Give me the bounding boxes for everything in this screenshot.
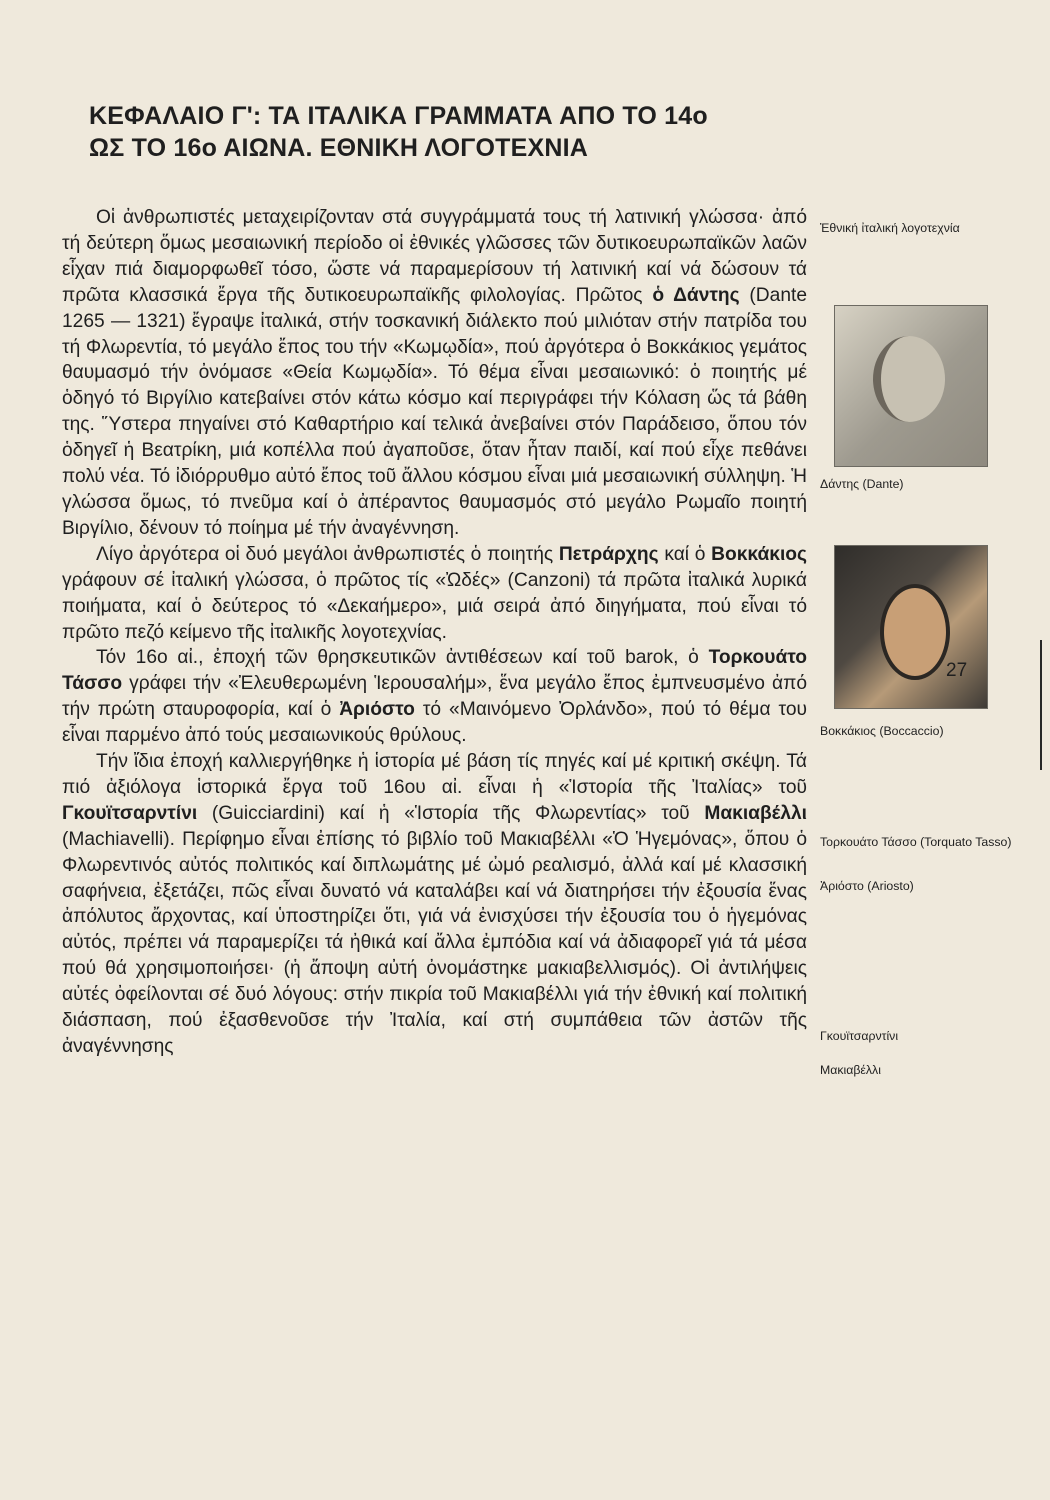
side-note-ariosto: Ἀριόστο (Ariosto) xyxy=(820,879,914,893)
page-number: 27 xyxy=(946,660,968,681)
paragraph-2 xyxy=(62,542,807,646)
title-line-2: ΩΣ ΤΟ 16ο ΑΙΩΝΑ. ΕΘΝΙΚΗ ΛΟΓΟΤΕΧΝΙΑ xyxy=(89,134,588,162)
side-note-dante: Δάντης (Dante) xyxy=(820,477,904,491)
p3-bold-ariosto: Ἀριόστο xyxy=(339,699,415,721)
p4-text-d: (Machiavelli). Περίφημο εἶναι ἐπίσης τό βιβλίο τοῦ Μακιαβέλλι «Ὁ Ἡγεμόνας», ὅπου ὁ Φλωρεντινός αὐτός πολιτικός καί διπλωμάτης μέ ὠμό ρεαλισμό, ἀλλά καί μέ κλασσική σαφήνεια, ἐξετάζει, πῶς εἶναι δυνατό νά καταλάβει καί νά διατηρήσει τήν ἐξουσία ἕνας ἀπόλυτος ἄρχοντας, καί ὑποστηρίζει ὅτι, γιά νά ἐνισχύσει τήν ἐξουσία του ὁ ἡγεμόνας αὐτός, πρέπει νά παραμερίζει τά ἠθικά καί ἄλλα ἐμπόδια καί νά ἀδιαφορεῖ γιά τά μέσα πού θά χρησιμοποιήσει· (ἡ ἄποψη αὐτή ὀνομάστηκε μακιαβελλισμός). Οἱ ἀντιλήψεις αὐτές ὀφείλονται σέ δυό λόγους: στήν πικρία τοῦ Μακιαβέλλι γιά τήν ἐθνική καί πολιτική διάσπαση, πού ἐξασθενοῦσε τήν Ἰταλία, καί στή συμπάθεια τῶν ἀστῶν τῆς ἀναγέννησης xyxy=(62,828,807,1057)
boccaccio-portrait xyxy=(834,545,988,709)
paragraph-4 xyxy=(62,749,807,1060)
p1-text-c: (Dante 1265 — 1321) ἔγραψε ἰταλικά, στήν τοσκανική διάλεκτο πού μιλιόταν στήν πατρίδα του τή Φλωρεντία, τό μεγάλο ἔπος του τήν «Κωμῳδία», πού ἀργότερα ὁ Βοκκάκιος γεμάτος θαυμασμό τήν ὀνόμασε «Θεία Κωμῳδία». Τό θέμα εἶναι μεσαιωνικό: ὁ ποιητής μέ ὁδηγό τό Βιργίλιο κατεβαίνει στόν κάτω κόσμο καί περιγράφει τήν Κόλαση ὥς τά βάθη της. Ὕστερα πηγαίνει στό Καθαρτήριο καί τελικά ἀνεβαίνει στόν Παράδεισο, ὅπου τόν ὁδηγεῖ ἡ Βεατρίκη, μιά κοπέλλα πού ἀγαποῦσε, ὅταν ἦταν παιδί, καί πού εἶχε πεθάνει πολύ νέα. Τό ἰδιόρρυθμο αὐτό ἔπος τοῦ ἄλλου κόσμου εἶναι μιά μεσαιωνική σύλληψη. Ἡ γλώσσα ὅμως, τό πνεῦμα καί ὁ ἀπέραντος θαυμασμός στό μεγάλο Ρωμαῖο ποιητή Βιργίλιο, δένουν τό ποίημα μέ τήν ἀναγέννηση. xyxy=(62,284,808,539)
p2-text-a: Λίγο ἀργότερα οἱ δυό μεγάλοι ἀνθρωπιστές ὁ ποιητής xyxy=(96,543,559,565)
boccaccio-face-shape xyxy=(880,584,950,680)
p4-text-c: (Guicciardini) καί ἡ «Ἱστορία τῆς Φλωρεντίας» τοῦ xyxy=(197,802,705,824)
chapter-title xyxy=(89,100,989,164)
p3-text-c: γράφει τήν «Ἐλευθερωμένη Ἱερουσαλήμ», ἕνα μεγάλο ἔπος ἐμπνευσμένο ἀπό τήν πρώτη σταυροφορία, καί ὁ xyxy=(62,673,807,721)
paragraph-3 xyxy=(62,645,807,749)
paragraph-1 xyxy=(62,205,807,542)
dante-portrait xyxy=(834,305,988,467)
p2-bold-petrarch: Πετράρχης xyxy=(558,543,659,565)
p1-text-a: Οἱ ἀνθρωπιστές μεταχειρίζονταν στά συγγράμματά τους τή λατινική γλώσσα· ἀπό τή δεύτερη ὅμως μεσαιωνική περίοδο οἱ ἐθνικές γλῶσσες τῶν δυτικοευρωπαϊκῶν λαῶν εἶχαν πιά διαμορφωθεῖ τόσο, ὥστε νά παραμερίσουν τή λατινική καί νά δώσουν τά πρῶτα κλασσικά ἔργα τῆς δυτικοευρωπαϊκῆς φιλολογίας. Πρῶτος xyxy=(62,207,807,306)
p2-bold-boccaccio: Βοκκάκιος xyxy=(711,543,807,565)
main-text xyxy=(62,205,807,1060)
p3-bold-tasso: Τορκουάτο Τάσσο xyxy=(62,647,807,695)
p3-text-d: τό «Μαινόμενο Ὀρλάνδο», πού τό θέμα του εἶναι παρμένο ἀπό τούς μεσαιωνικούς θρύλους. xyxy=(62,699,807,747)
side-note-machiavelli: Μακιαβέλλι xyxy=(820,1063,881,1077)
p2-text-c: καί ὁ xyxy=(658,543,712,565)
p3-text-a: Τόν 16ο αἰ., ἐποχή τῶν θρησκευτικῶν ἀντιθέσεων καί τοῦ barok, ὁ xyxy=(96,647,709,669)
p1-bold-dante: ὁ Δάντης xyxy=(652,284,740,306)
edge-line-divider xyxy=(1040,640,1042,770)
title-line-1: ΚΕΦΑΛΑΙΟ Γ': ΤΑ ΙΤΑΛΙΚΑ ΓΡΑΜΜΑΤΑ ΑΠΟ ΤΟ 14ο xyxy=(89,102,708,130)
p4-bold-guicciardini: Γκουϊτσαρντίνι xyxy=(62,802,198,824)
side-note-guicciardini: Γκουϊτσαρντίνι xyxy=(820,1029,899,1043)
side-note-boccaccio: Βοκκάκιος (Boccaccio) xyxy=(820,724,944,738)
p2-text-d: γράφουν σέ ἰταλική γλώσσα, ὁ πρῶτος τίς «Ὠδές» (Canzoni) τά πρῶτα ἰταλικά λυρικά ποιήματα, καί ὁ δεύτερος τό «Δεκαήμερο», μιά σειρά ἀπό διηγήματα, πού εἶναι τό πρῶτο πεζό κείμενο τῆς ἰταλικῆς λογοτεχνίας. xyxy=(62,569,807,643)
p4-text-a: Τήν ἴδια ἐποχή καλλιεργήθηκε ἡ ἱστορία μέ βάση τίς πηγές καί μέ κριτική σκέψη. Τά πιό ἀξιόλογα ἱστορικά ἔργα τοῦ 16ου αἰ. εἶναι ἡ «Ἱστορία τῆς Ἰταλίας» τοῦ xyxy=(62,751,807,798)
p4-bold-machiavelli: Μακιαβέλλι xyxy=(704,802,807,824)
side-note-national-literature: Ἐθνική ἰταλική λογοτεχνία xyxy=(820,221,960,235)
side-note-tasso: Τορκουάτο Τάσσο (Torquato Tasso) xyxy=(820,835,1012,849)
dante-face-shape xyxy=(873,336,945,422)
